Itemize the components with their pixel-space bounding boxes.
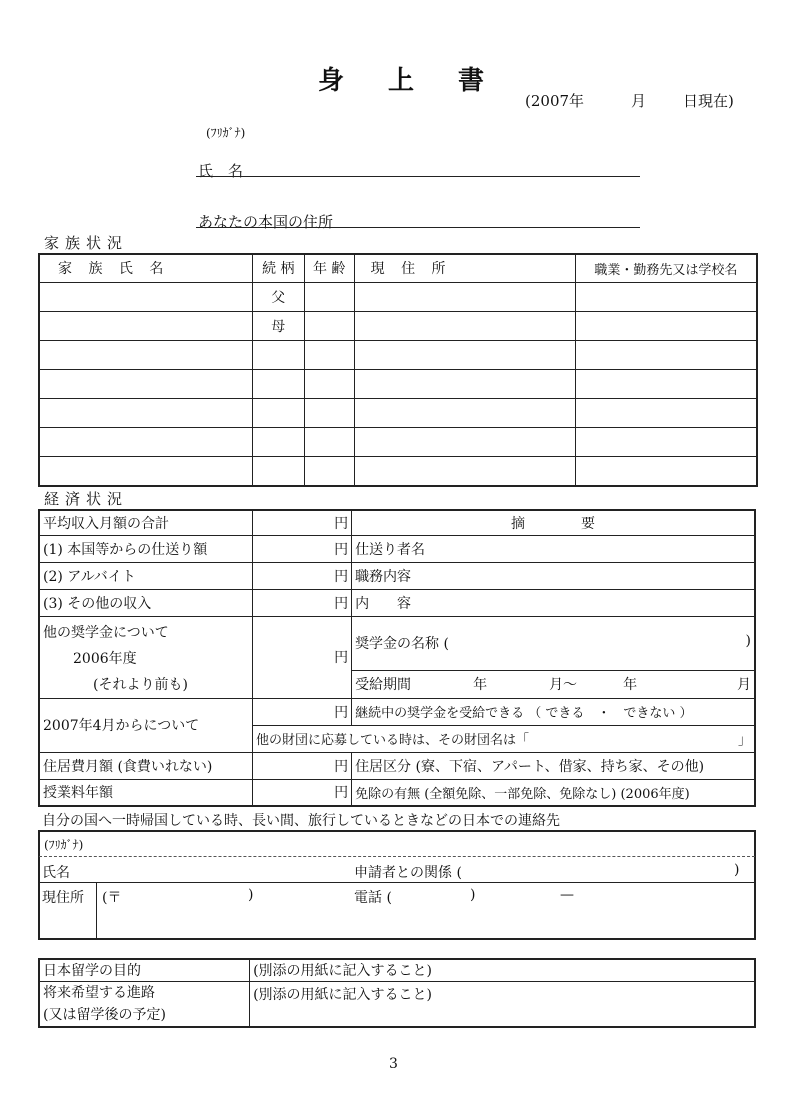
- table-row: [39, 562, 755, 589]
- phone-close: ): [470, 887, 476, 903]
- remittance-label: (1) 本国等からの仕送り額: [39, 535, 253, 562]
- table-row: [39, 369, 757, 398]
- family-header-row: [39, 254, 757, 282]
- job-content-label: 職務内容: [352, 562, 755, 589]
- tuition-label: 授業料年額: [39, 779, 253, 806]
- contact-relation-label: 申請者との関係 (: [354, 865, 462, 881]
- date-line: [525, 90, 734, 111]
- title-char: 書: [458, 66, 485, 96]
- date-day: 日現在): [683, 92, 734, 110]
- name-label: 氏 名: [198, 162, 244, 180]
- continuing-scholarship[interactable]: 継続中の奨学金を受給できる （ できる ・ できない ）: [352, 698, 755, 725]
- postal-close: ): [248, 887, 254, 903]
- housing-type[interactable]: 住居区分 (寮、下宿、アパート、借家、持ち家、その他): [352, 752, 755, 779]
- header-occupation: 職業・勤務先又は学校名: [575, 254, 757, 282]
- housing-label: 住居費月額 (食費いれない): [39, 752, 253, 779]
- other-scholarship-label: 他の奨学金について 2006年度 (それより前も): [39, 616, 253, 698]
- purpose-label: 日本留学の目的: [39, 959, 250, 981]
- family-section-title: 家族状況: [44, 234, 129, 252]
- name-field[interactable]: [196, 176, 640, 177]
- other-content-label: 内 容: [352, 589, 755, 616]
- yen-unit: 円: [253, 752, 352, 779]
- contact-relation-close: ): [734, 862, 740, 878]
- table-row: [39, 427, 757, 456]
- table-row: [39, 779, 755, 806]
- summary-header: 摘 要: [352, 510, 755, 535]
- table-row: [39, 282, 757, 311]
- yen-unit: 円: [253, 562, 352, 589]
- title-char: 身: [318, 66, 345, 96]
- economic-table: [38, 509, 756, 807]
- yen-unit: 円: [253, 616, 352, 698]
- table-row: [39, 311, 757, 340]
- scholarship-name-field[interactable]: 奨学金の名称 ( ): [352, 616, 755, 670]
- postal-code-field[interactable]: (〒: [102, 890, 122, 906]
- date-month: 月: [631, 92, 647, 110]
- page-number: 3: [389, 1056, 398, 1072]
- future-note: (別添の用紙に記入すること): [250, 981, 755, 1027]
- purpose-note: (別添の用紙に記入すること): [250, 959, 755, 981]
- yen-unit: 円: [253, 779, 352, 806]
- table-row: [39, 752, 755, 779]
- family-table: [38, 253, 758, 487]
- table-row: [39, 340, 757, 369]
- contact-address-label: 現住所: [42, 890, 84, 906]
- table-row: [39, 959, 755, 981]
- table-row: [39, 981, 755, 1027]
- divider: [39, 856, 755, 857]
- contact-furigana: (ﾌﾘｶﾞﾅ): [44, 838, 84, 852]
- table-row: [39, 456, 757, 486]
- yen-unit: 円: [253, 535, 352, 562]
- future-label: 将来希望する進路 (又は留学後の予定): [39, 981, 250, 1027]
- study-table: [38, 958, 756, 1028]
- header-age: 年 齢: [304, 254, 354, 282]
- contact-box: [38, 830, 756, 940]
- table-row: [39, 535, 755, 562]
- other-income-label: (3) その他の収入: [39, 589, 253, 616]
- phone-dash: —: [560, 887, 574, 903]
- table-row: [39, 398, 757, 427]
- yen-unit: 円: [253, 589, 352, 616]
- title-char: 上: [388, 66, 415, 96]
- other-fund-field[interactable]: 他の財団に応募している時は、その財団名は「 」: [253, 725, 755, 752]
- address-field[interactable]: [196, 227, 640, 228]
- contact-name-label: 氏名: [42, 865, 70, 881]
- table-row: [39, 589, 755, 616]
- relation-mother: 母: [252, 311, 304, 340]
- phone-label[interactable]: 電話 (: [354, 890, 392, 906]
- header-name: 家 族 氏 名: [39, 254, 252, 282]
- parttime-label: (2) アルバイト: [39, 562, 253, 589]
- exemption-status[interactable]: 免除の有無 (全額免除、一部免除、免除なし) (2006年度): [352, 779, 755, 806]
- relation-father: 父: [252, 282, 304, 311]
- period-field[interactable]: 受給期間 年 月～ 年 月: [352, 670, 755, 698]
- total-label: 平均収入月額の合計: [39, 510, 253, 535]
- furigana-label: (ﾌﾘｶﾞﾅ): [206, 126, 246, 140]
- yen-unit: 円: [253, 698, 352, 725]
- table-row: [39, 510, 755, 535]
- table-row: [39, 698, 755, 725]
- divider: [96, 882, 97, 939]
- address-label: あなたの本国の住所: [198, 213, 334, 231]
- contact-heading: 自分の国へ一時帰国している時、長い間、旅行しているときなどの日本での連絡先: [42, 813, 560, 829]
- table-row: [39, 616, 755, 670]
- page-title: [318, 60, 484, 97]
- divider: [39, 882, 755, 883]
- yen-unit: 円: [253, 510, 352, 535]
- header-address: 現 住 所: [354, 254, 575, 282]
- remitter-name-label: 仕送り者名: [352, 535, 755, 562]
- from-2007-label: 2007年4月からについて: [39, 698, 253, 752]
- header-relation: 続 柄: [252, 254, 304, 282]
- economic-section-title: 経済状況: [44, 490, 129, 508]
- date-year: (2007年: [525, 92, 585, 110]
